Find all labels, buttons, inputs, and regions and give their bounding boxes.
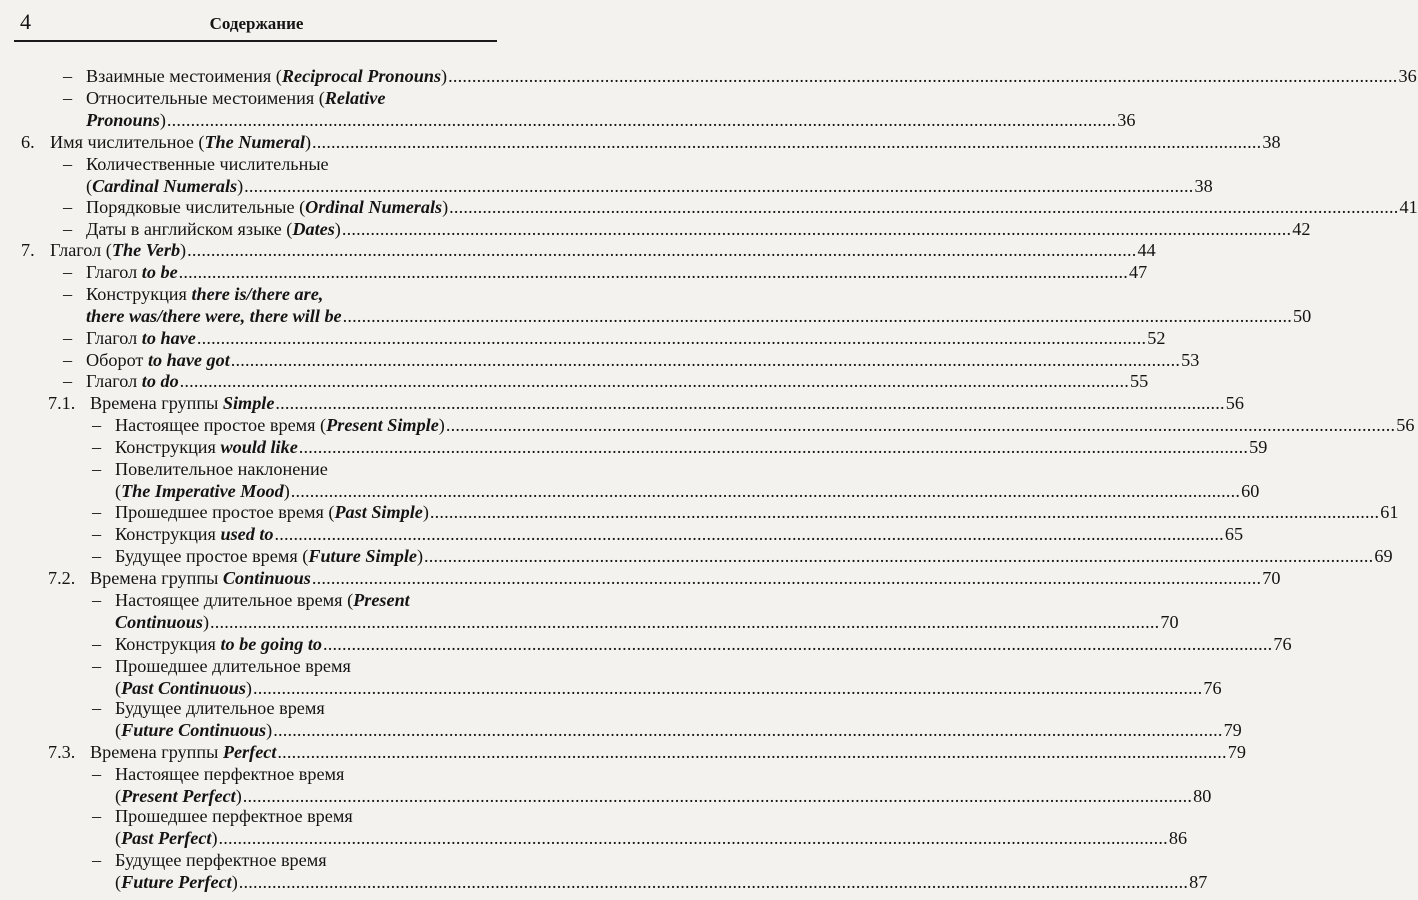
toc-entry (86, 327, 1166, 349)
entry-title: Прошедшее перфектное время (115, 806, 353, 826)
entry-title: Оборот to have got (86, 350, 230, 370)
entry-title: (The Imperative Mood) (115, 481, 290, 501)
page-ref: 56 (1225, 393, 1244, 413)
entry-title: Повелительное наклонение (115, 459, 328, 479)
entry-dash: – (92, 698, 102, 718)
entry-title: (Future Perfect) (115, 872, 238, 892)
toc-entry (86, 349, 1200, 371)
page-ref: 79 (1227, 742, 1246, 762)
entry-dash: – (92, 764, 102, 784)
toc-entry (115, 523, 1244, 545)
page-ref: 41 (1399, 197, 1418, 217)
entry-dash: – (92, 437, 102, 457)
dot-leader: ........................................................................................................................................................................................................ (424, 546, 1374, 566)
toc-entry (86, 370, 1149, 392)
entry-title: Прошедшее длительное время (115, 656, 351, 676)
entry-title: Глагол (The Verb) (50, 240, 187, 260)
toc-entry (90, 741, 1246, 763)
entry-dash: – (63, 66, 73, 86)
dot-leader: ........................................................................................................................................................................................................ (178, 262, 1129, 282)
entry-title: Будущее простое время (Future Simple) (115, 546, 424, 566)
section-number: 7.2. (48, 568, 76, 588)
dot-leader: ........................................................................................................................................................................................................ (298, 437, 1249, 457)
toc-entry (86, 196, 1418, 218)
entry-dash: – (92, 546, 102, 566)
toc-entry (90, 392, 1244, 414)
page-ref: 55 (1130, 371, 1149, 391)
page-ref: 76 (1273, 634, 1292, 654)
entry-dash: – (63, 197, 73, 217)
toc-entry (115, 805, 1188, 849)
toc-entry (115, 545, 1393, 567)
entry-title: Глагол to have (86, 328, 196, 348)
toc-entry (115, 436, 1268, 458)
page-ref: 69 (1374, 546, 1393, 566)
entry-title: Времена группы Simple (90, 393, 275, 413)
toc-entry (50, 239, 1156, 261)
dot-leader: ........................................................................................................................................................................................................ (311, 568, 1262, 588)
entry-dash: – (92, 806, 102, 826)
entry-dash: – (63, 350, 73, 370)
section-number: 7. (21, 240, 35, 260)
toc-entry (115, 458, 1260, 502)
entry-title: Настоящее длительное время (Present (115, 590, 410, 610)
dot-leader: ........................................................................................................................................................................................................ (274, 524, 1224, 544)
entry-title: Конструкция used to (115, 524, 274, 544)
dot-leader: ........................................................................................................................................................................................................ (218, 828, 1168, 848)
toc-entry (115, 633, 1292, 655)
page-ref: 44 (1137, 240, 1156, 260)
dot-leader: ........................................................................................................................................................................................................ (342, 306, 1292, 326)
toc-entry (86, 153, 1213, 197)
entry-dash: – (92, 415, 102, 435)
toc-entry (86, 87, 1136, 131)
dot-leader: ........................................................................................................................................................................................................ (323, 634, 1273, 654)
page-ref: 87 (1189, 872, 1208, 892)
dot-leader: ........................................................................................................................................................................................................ (449, 197, 1399, 217)
entry-title: Конструкция would like (115, 437, 298, 457)
entry-title: Конструкция to be going to (115, 634, 323, 654)
entry-title: Настоящее перфектное время (115, 764, 345, 784)
dot-leader: ........................................................................................................................................................................................................ (230, 350, 1181, 370)
toc-entry (115, 589, 1179, 633)
page-number: 4 (20, 9, 31, 34)
entry-dash: – (92, 656, 102, 676)
entry-title: (Cardinal Numerals) (86, 176, 244, 196)
dot-leader: ........................................................................................................................................................................................................ (312, 132, 1262, 152)
dot-leader: ........................................................................................................................................................................................................ (187, 240, 1137, 260)
entry-title: Взаимные местоимения (Reciprocal Pronouns) (86, 66, 448, 86)
dot-leader: ........................................................................................................................................................................................................ (210, 612, 1160, 632)
dot-leader: ........................................................................................................................................................................................................ (166, 110, 1117, 130)
entry-title: Настоящее простое время (Present Simple) (115, 415, 445, 435)
entry-title: Будущее перфектное время (115, 850, 327, 870)
entry-title: Continuous) (115, 612, 210, 632)
entry-dash: – (63, 284, 73, 304)
entry-title: Даты в английском языке (Dates) (86, 219, 341, 239)
toc-entry (115, 655, 1222, 699)
entry-title: there was/there were, there will be (86, 306, 342, 326)
page-ref: 42 (1292, 219, 1311, 239)
entry-dash: – (63, 88, 73, 108)
toc-entry (115, 501, 1399, 523)
page-ref: 50 (1293, 306, 1312, 326)
entry-title: Глагол to do (86, 371, 179, 391)
dot-leader: ........................................................................................................................................................................................................ (273, 720, 1223, 740)
toc-entry (90, 567, 1281, 589)
entry-title: Относительные местоимения (Relative (86, 88, 386, 108)
dot-leader: ........................................................................................................................................................................................................ (341, 219, 1292, 239)
entry-title: Прошедшее простое время (Past Simple) (115, 502, 429, 522)
entry-title: Количественные числительные (86, 154, 329, 174)
dot-leader: ........................................................................................................................................................................................................ (290, 481, 1241, 501)
entry-dash: – (63, 219, 73, 239)
entry-title: Времена группы Continuous (90, 568, 311, 588)
page-ref: 53 (1181, 350, 1200, 370)
entry-title: (Past Continuous) (115, 678, 252, 698)
page-ref: 38 (1262, 132, 1281, 152)
page-ref: 56 (1396, 415, 1415, 435)
dot-leader: ........................................................................................................................................................................................................ (238, 872, 1189, 892)
dot-leader: ........................................................................................................................................................................................................ (179, 371, 1130, 391)
entry-title: Конструкция there is/there are, (86, 284, 324, 304)
section-number: 6. (21, 132, 35, 152)
entry-dash: – (92, 502, 102, 522)
page-ref: 61 (1380, 502, 1399, 522)
page-ref: 70 (1262, 568, 1281, 588)
dot-leader: ........................................................................................................................................................................................................ (429, 502, 1380, 522)
dot-leader: ........................................................................................................................................................................................................ (196, 328, 1147, 348)
page-ref: 52 (1147, 328, 1166, 348)
toc-entry (115, 849, 1208, 893)
dot-leader: ........................................................................................................................................................................................................ (277, 742, 1227, 762)
page-ref: 80 (1193, 786, 1212, 806)
page-ref: 59 (1249, 437, 1268, 457)
section-number: 7.3. (48, 742, 76, 762)
entry-dash: – (63, 371, 73, 391)
entry-dash: – (63, 262, 73, 282)
entry-title: (Present Perfect) (115, 786, 242, 806)
page-ref: 60 (1241, 481, 1260, 501)
toc-entry (115, 763, 1212, 807)
dot-leader: ........................................................................................................................................................................................................ (244, 176, 1194, 196)
entry-title: Глагол to be (86, 262, 178, 282)
entry-dash: – (92, 590, 102, 610)
toc-entry (86, 283, 1312, 327)
entry-title: Pronouns) (86, 110, 166, 130)
entry-title: Имя числительное (The Numeral) (50, 132, 312, 152)
dot-leader: ........................................................................................................................................................................................................ (448, 66, 1398, 86)
header-title: Содержание (209, 14, 304, 33)
entry-title: Времена группы Perfect (90, 742, 277, 762)
page-ref: 70 (1160, 612, 1179, 632)
entry-dash: – (92, 634, 102, 654)
toc-entry (86, 65, 1417, 87)
toc-entry (86, 261, 1148, 283)
page-ref: 36 (1398, 66, 1417, 86)
toc-entry (115, 414, 1415, 436)
section-number: 7.1. (48, 393, 76, 413)
dot-leader: ........................................................................................................................................................................................................ (275, 393, 1225, 413)
entry-title: (Future Continuous) (115, 720, 273, 740)
dot-leader: ........................................................................................................................................................................................................ (445, 415, 1396, 435)
entry-dash: – (92, 459, 102, 479)
page-ref: 47 (1129, 262, 1148, 282)
entry-dash: – (63, 328, 73, 348)
page-ref: 38 (1194, 176, 1213, 196)
toc-entry (50, 131, 1281, 153)
page-ref: 65 (1224, 524, 1244, 544)
entry-title: (Past Perfect) (115, 828, 218, 848)
page-ref: 36 (1117, 110, 1136, 130)
dot-leader: ........................................................................................................................................................................................................ (252, 678, 1203, 698)
entry-title: Порядковые числительные (Ordinal Numerals) (86, 197, 449, 217)
entry-dash: – (92, 524, 102, 544)
page-ref: 79 (1223, 720, 1242, 740)
entry-title: Будущее длительное время (115, 698, 325, 718)
page-ref: 86 (1168, 828, 1188, 848)
entry-dash: – (63, 154, 73, 174)
page-ref: 76 (1203, 678, 1222, 698)
toc-entry (86, 218, 1311, 240)
toc-entry (115, 697, 1242, 741)
dot-leader: ........................................................................................................................................................................................................ (242, 786, 1193, 806)
entry-dash: – (92, 850, 102, 870)
